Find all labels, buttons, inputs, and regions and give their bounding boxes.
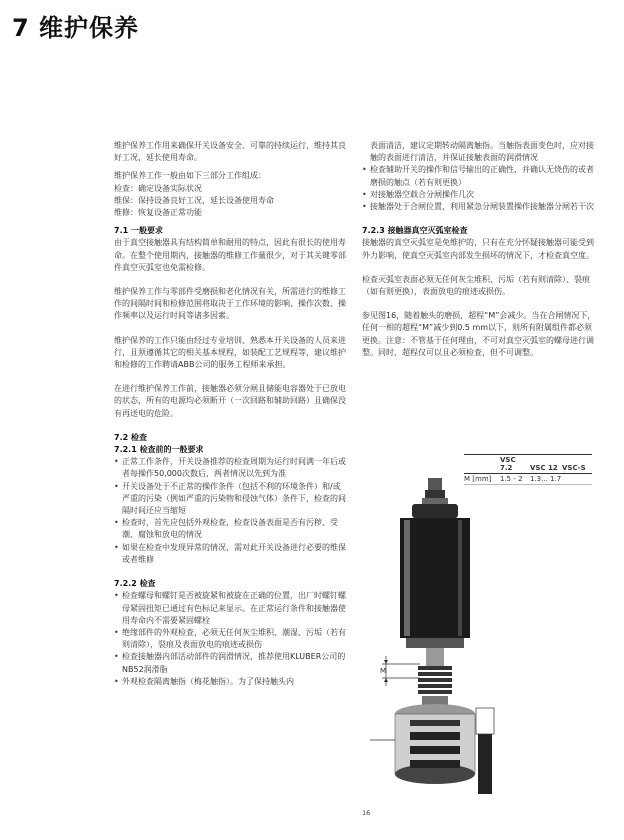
intro-paragraph-2: 维护保养工作一般由如下三部分工作组成： — [114, 171, 266, 181]
section-7-2-title: 7.2 检查 — [114, 432, 147, 442]
table-header-cell: VSC-S — [562, 464, 586, 472]
list-item: • 正常工作条件，开关设备推荐的检查周期为运行时间满一年后或者每操作50,000次数后，两者情况以先到为准 — [114, 456, 348, 480]
list-item: • 接触器处于合闸位置，利用紧急分闸装置操作接触器分闸若干次 — [362, 201, 596, 213]
list-item: • 绝缘部件的外观检查，必须无任何灰尘堆积、潮湿、污垢（若有则清除），裂痕及表面放电的痕迹或损伤 — [114, 627, 348, 651]
section-7-1-para-2: 维护保养工作与零部件受磨损和老化情况有关，所需进行的维修工作的间隔时间和检修范围将取决于工作环境的影响、操作次数、操作频率以及运行时间等诸多因素。 — [114, 287, 346, 321]
definition-maintenance: 维保：保持设备良好工况，延长设备使用寿命 — [114, 195, 274, 205]
left-column — [114, 140, 348, 688]
table-header-cell: VSC 12 — [530, 464, 558, 472]
right-column — [362, 140, 596, 359]
list-item: • 检查螺母和螺钉是否被旋紧和被旋在正确的位置，出厂时螺钉螺母紧固扭矩已通过有色标记来显示。在正常运行条件和接触器使用寿命内不需要紧固螺栓 — [114, 590, 348, 627]
dimension-label-m: M — [380, 667, 387, 675]
right-list — [362, 164, 596, 213]
continued-paragraph: 表面清洁，建议定期转动隔离触指。当触指表面变色时，应对接触的表面进行清洁，并保证接触表面的润滑情况 — [370, 141, 594, 163]
section-7-1-para-4: 在进行维护保养工作前，接触器必须分闸且储能电容器处于已放电的状态，所有的电源均必须断开（一次回路和辅助回路）且确保没有再送电的危险。 — [114, 384, 346, 418]
section-7-2-2-title: 7.2.2 检查 — [114, 579, 156, 589]
chapter-heading: 7 维护保养 — [12, 14, 140, 42]
section-7-2-3-title: 7.2.3 接触器真空灭弧室检查 — [362, 226, 468, 236]
section-7-2-3-para-1: 接触器的真空灭弧室是免维护的，只有在充分怀疑接触器可能受到外力影响，使真空灭弧室内部发生损坏的情况下，才检查真空度。 — [362, 238, 594, 260]
list-item: • 检查辅助开关的操作和信号输出的正确性，并确认无烧伤的或者磨损的触点（若有则更换） — [362, 164, 596, 188]
section-7-2-3-para-2: 检查灭弧室表面必须无任何灰尘堆积、污垢（若有则清除）、裂痕（如有则更换），表面放电的痕迹或损伤。 — [362, 274, 590, 297]
list-item: • 开关设备处于不正常的操作条件（包括不利的环境条件）和/或严重的污染（例如严重的污染物和侵蚀气体）条件下，检查的间隔时间还应当缩短 — [114, 481, 348, 518]
table-row-label: M [mm] — [464, 475, 492, 483]
page-number: 16 — [362, 809, 371, 817]
section-7-2-3-para-3: 参见图16，随着触头的磨损，超程“M”会减少。当在合闸情况下，任何一相的超程“M”减少到0.5 mm以下，则所有附属组件都必须更换。注意：不管基于任何理由，不可对真空灭弧室的螺母进行调整。同时，超程仅可以且必须检查，但不可调整。 — [362, 311, 596, 357]
section-7-2-2-list — [114, 590, 348, 688]
list-item: • 如果在检查中发现异常的情况，需对此开关设备进行必要的维保或者维修 — [114, 542, 348, 566]
section-7-1-para-1: 由于真空接触器具有结构简单和耐用的特点，因此有很长的使用寿命。在整个使用期内，接触器的维修工作量很少，对于其关键零部件真空灭弧室也免需检修。 — [114, 238, 346, 272]
definition-inspection: 检查：确定设备实际状况 — [114, 183, 202, 193]
list-item: • 对接触器空载合分闸操作几次 — [362, 189, 596, 201]
definition-repair: 维修：恢复设备正常功能 — [114, 208, 202, 218]
section-7-2-1-title: 7.2.1 检查前的一般要求 — [114, 445, 204, 455]
section-7-1-para-3: 维护保养的工作只能由经过专业培训、熟悉本开关设备的人员来进行，且须遵循其它的相关基本规程，如装配工艺规程等，建议维护和检修的工作聘请ABB公司的服务工程师来承担。 — [114, 335, 346, 370]
list-item: • 外观检查隔离触指（梅花触指）。为了保持触头内 — [114, 676, 348, 688]
list-item: • 检查时，首先应包括外观检查，检查设备表面是否有污秽、受潮、腐蚀和放电的情况 — [114, 517, 348, 541]
intro-paragraph: 维护保养工作用来确保开关设备安全、可靠的持续运行，维持其良好工况，延长使用寿命。 — [114, 141, 346, 163]
list-item: • 检查接触器内部活动部件的润滑情况，推荐使用KLUBER公司的NB52润滑脂 — [114, 651, 348, 675]
vacuum-interrupter-figure — [370, 470, 510, 805]
table-header-cell: VSC 7.2 — [500, 456, 516, 472]
section-7-1-title: 7.1 一般要求 — [114, 226, 163, 236]
table-cell: 1.3... 1.7 — [530, 475, 562, 483]
section-7-2-1-list — [114, 456, 348, 566]
table-cell: 1.5 - 2 — [500, 475, 523, 483]
